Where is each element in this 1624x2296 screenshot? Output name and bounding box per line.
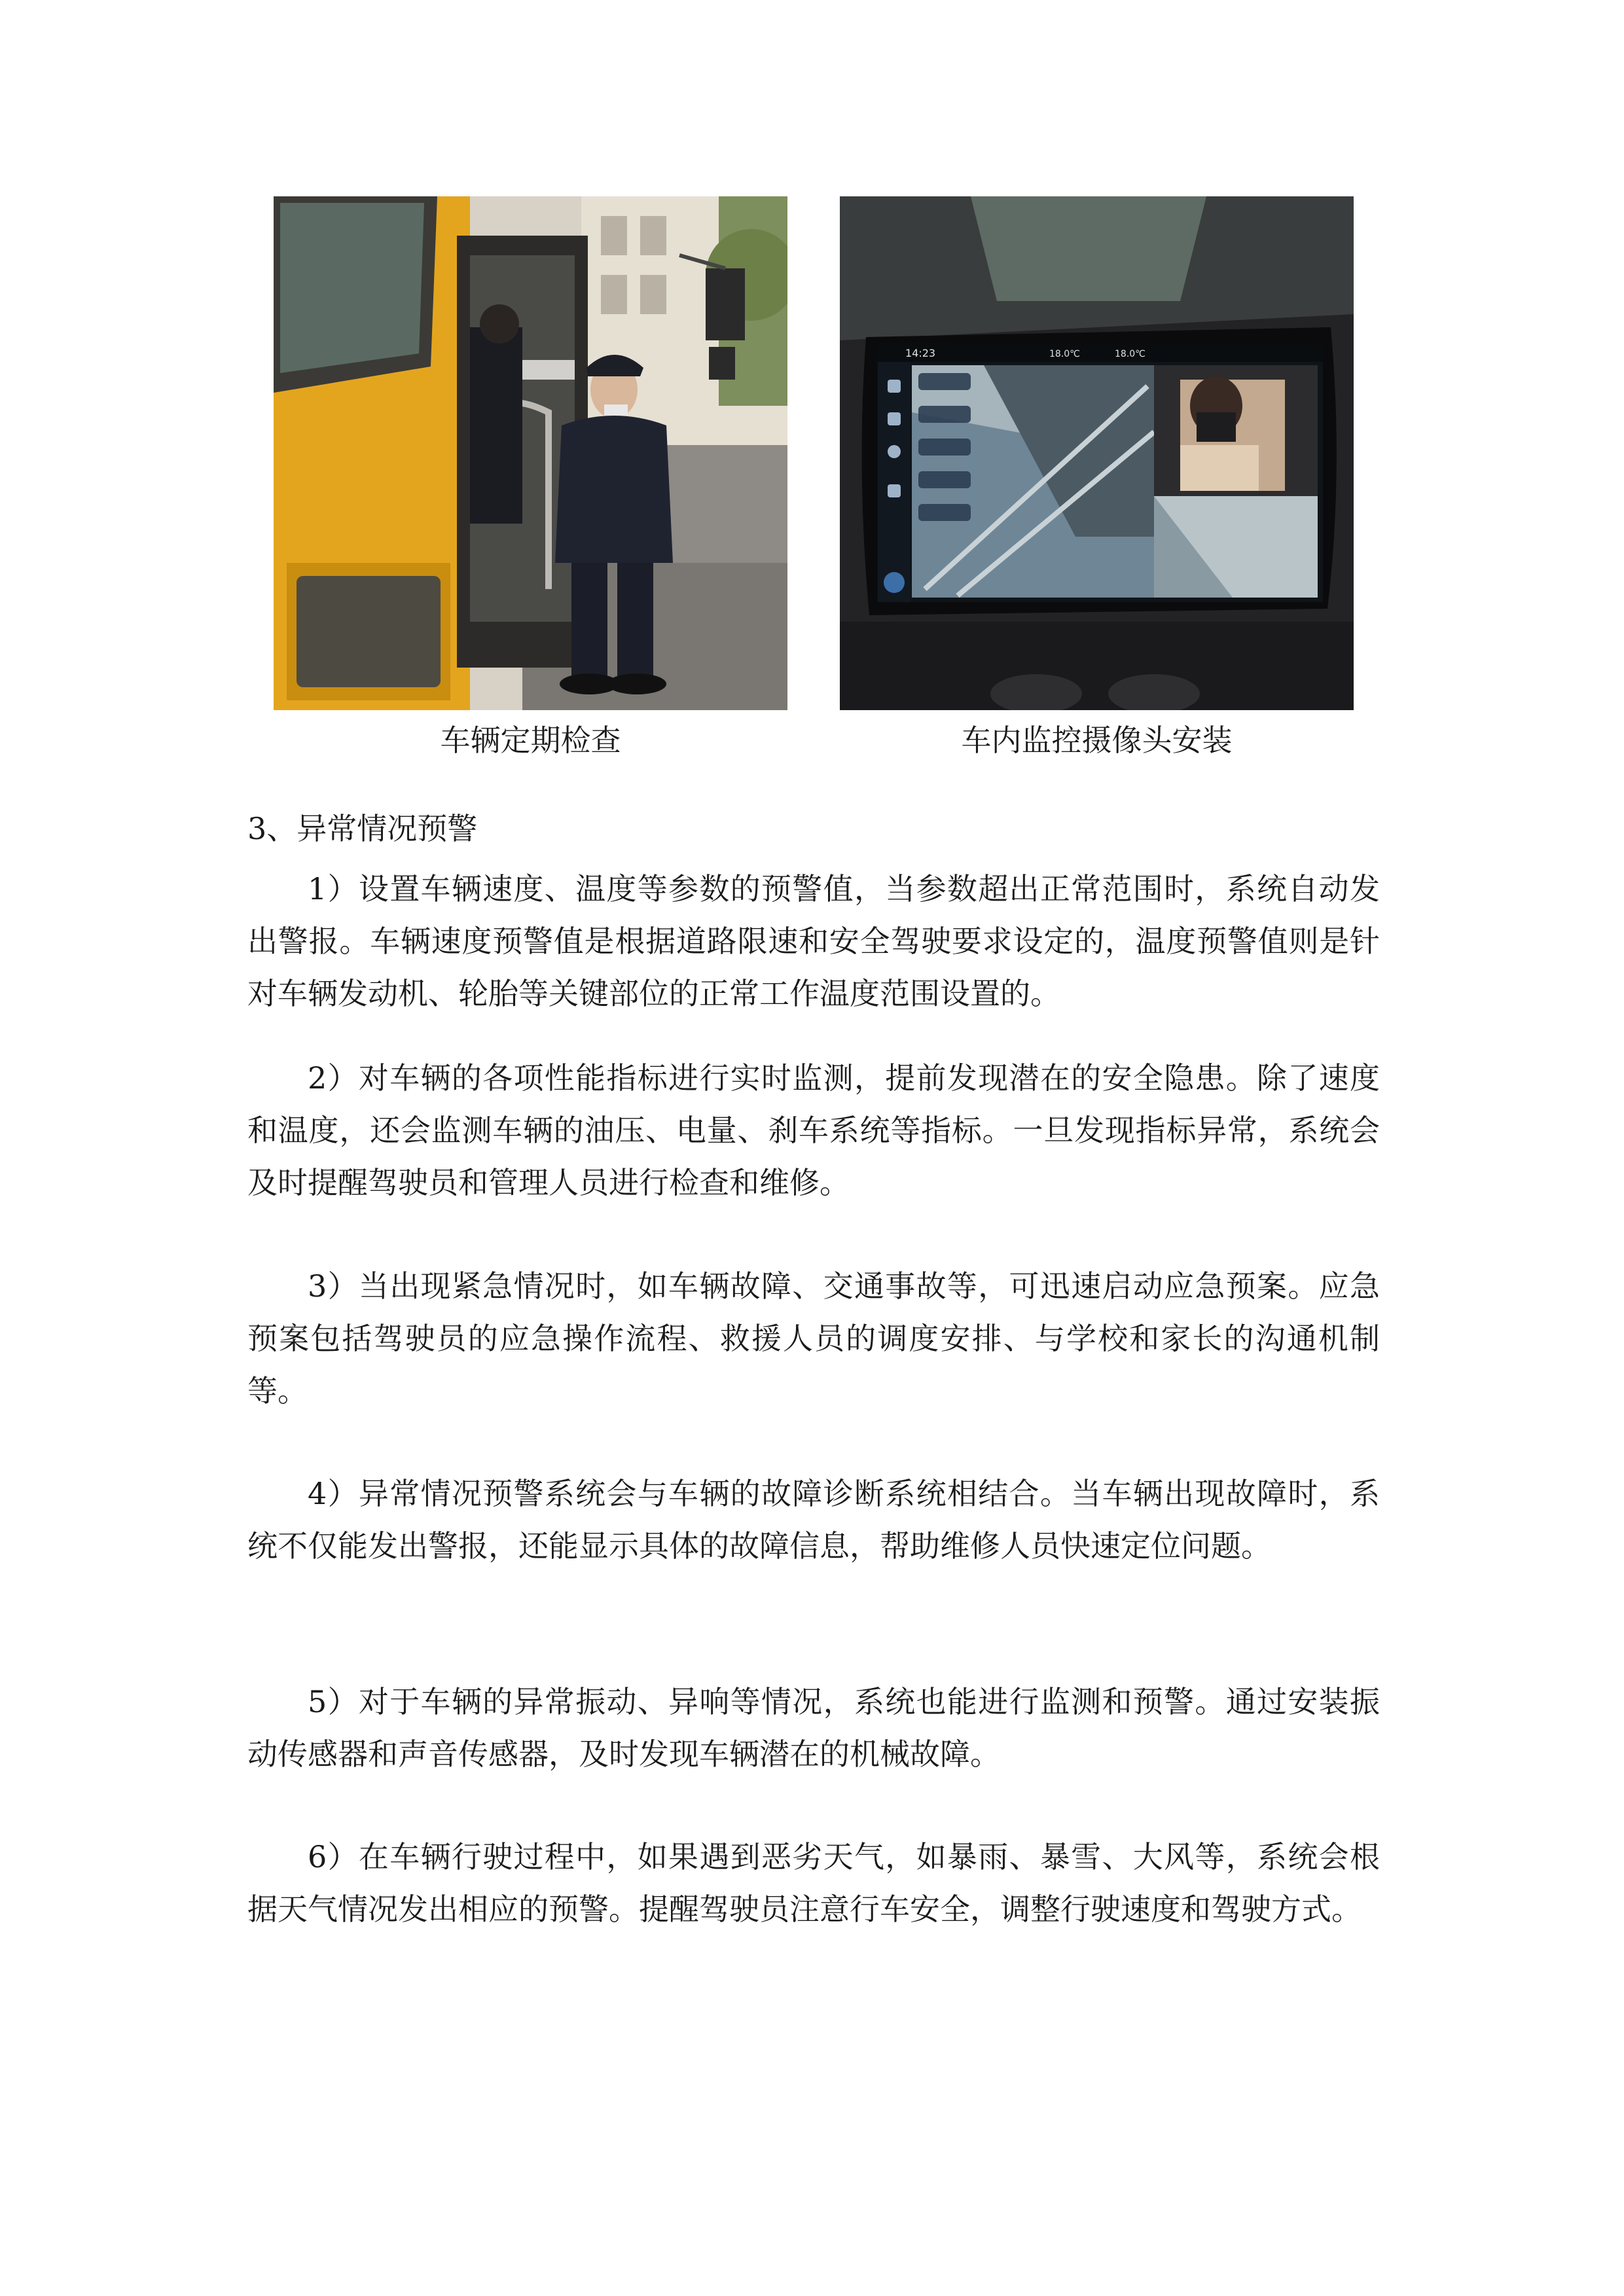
bus-inspection-photo bbox=[274, 196, 787, 710]
section-heading: 3、异常情况预警 bbox=[247, 811, 478, 846]
bus-inspection-illustration bbox=[274, 196, 787, 710]
paragraph-3: 3）当出现紧急情况时，如车辆故障、交通事故等，可迅速启动应急预案。应急预案包括驾驶员的应急操作流程、救援人员的调度安排、与学校和家长的沟通机制等。 bbox=[247, 1268, 1380, 1408]
in-car-monitor-illustration bbox=[840, 196, 1354, 710]
paragraph-6: 6）在车辆行驶过程中，如果遇到恶劣天气，如暴雨、暴雪、大风等，系统会根据天气情况发出相应的预警。提醒驾驶员注意行车安全，调整行驶速度和驾驶方式。 bbox=[247, 1839, 1380, 1927]
paragraph-1: 1）设置车辆速度、温度等参数的预警值，当参数超出正常范围时，系统自动发出警报。车辆速度预警值是根据道路限速和安全驾驶要求设定的，温度预警值则是针对车辆发动机、轮胎等关键部位的正常工作温度范围设置的。 bbox=[247, 871, 1380, 1011]
figure-caption-right: 车内监控摄像头安装 bbox=[961, 723, 1233, 758]
in-car-monitor-photo bbox=[840, 196, 1354, 710]
screen-temp-left: 18.0℃ bbox=[1049, 349, 1080, 359]
figure-caption-left: 车辆定期检查 bbox=[440, 723, 621, 758]
screen-clock: 14:23 bbox=[905, 347, 936, 359]
paragraph-4: 4）异常情况预警系统会与车辆的故障诊断系统相结合。当车辆出现故障时，系统不仅能发出警报，还能显示具体的故障信息，帮助维修人员快速定位问题。 bbox=[247, 1476, 1380, 1564]
paragraph-2: 2）对车辆的各项性能指标进行实时监测，提前发现潜在的安全隐患。除了速度和温度，还会监测车辆的油压、电量、刹车系统等指标。一旦发现指标异常，系统会及时提醒驾驶员和管理人员进行检查和维修。 bbox=[247, 1060, 1380, 1200]
screen-temp-right: 18.0℃ bbox=[1115, 349, 1146, 359]
paragraph-5: 5）对于车辆的异常振动、异响等情况，系统也能进行监测和预警。通过安装振动传感器和声音传感器，及时发现车辆潜在的机械故障。 bbox=[247, 1684, 1380, 1772]
